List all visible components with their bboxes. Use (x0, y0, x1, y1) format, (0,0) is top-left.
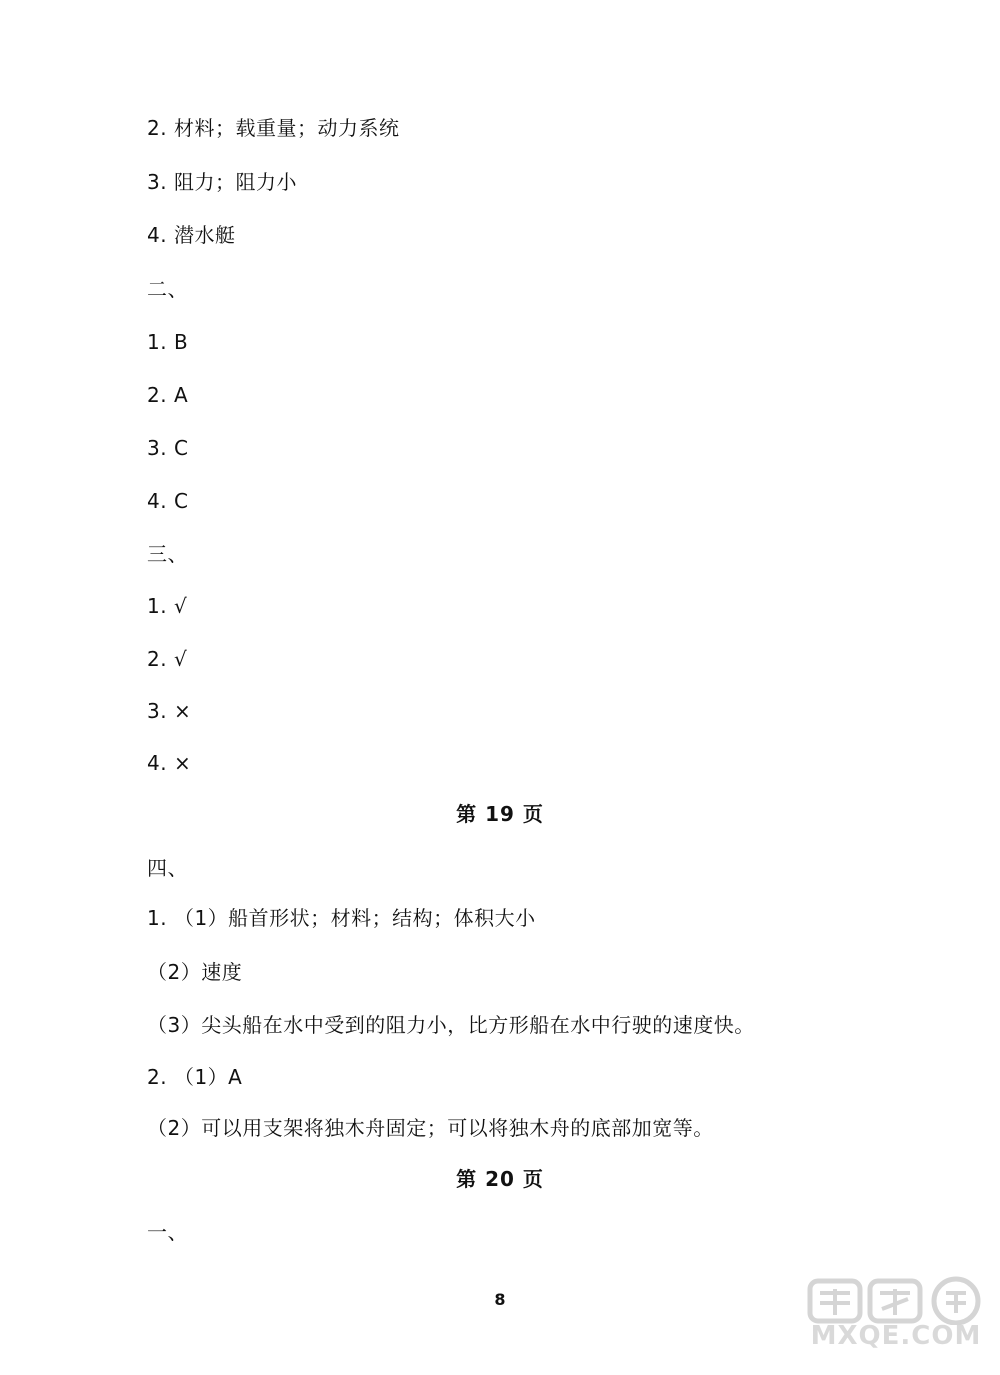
answer-line: 2. √ (147, 647, 188, 671)
answer-line: 2. 材料；载重量；动力系统 (147, 116, 400, 140)
answer-line: 1. √ (147, 594, 188, 618)
answer-line: 1. B (147, 330, 189, 354)
section-title-2: 二、 (147, 277, 188, 301)
answer-line: （3）尖头船在水中受到的阻力小，比方形船在水中行驶的速度快。 (147, 1013, 755, 1037)
answer-line: 4. × (147, 751, 192, 775)
answer-line: （2）可以用支架将独木舟固定；可以将独木舟的底部加宽等。 (147, 1116, 714, 1140)
watermark-mark-icon (806, 1275, 986, 1325)
section-title-3: 三、 (147, 542, 188, 566)
answer-line: 2. A (147, 383, 189, 407)
section-title-1: 一、 (147, 1220, 188, 1244)
page-heading-19: 第 19 页 (456, 802, 544, 826)
watermark-site-text: MXQE.COM (810, 1321, 982, 1351)
answer-line: 3. 阻力；阻力小 (147, 170, 297, 194)
page-number: 8 (494, 1290, 506, 1309)
page-heading-20: 第 20 页 (456, 1167, 544, 1191)
answer-line: 3. × (147, 699, 192, 723)
answer-line: 4. C (147, 489, 189, 513)
watermark-logo (806, 1275, 986, 1363)
answer-line: 2. （1）A (147, 1065, 243, 1089)
answer-line: 4. 潜水艇 (147, 223, 236, 247)
answer-line: 1. （1）船首形状；材料；结构；体积大小 (147, 906, 536, 930)
section-title-4: 四、 (147, 856, 188, 880)
answer-line: （2）速度 (147, 960, 243, 984)
answer-line: 3. C (147, 436, 189, 460)
